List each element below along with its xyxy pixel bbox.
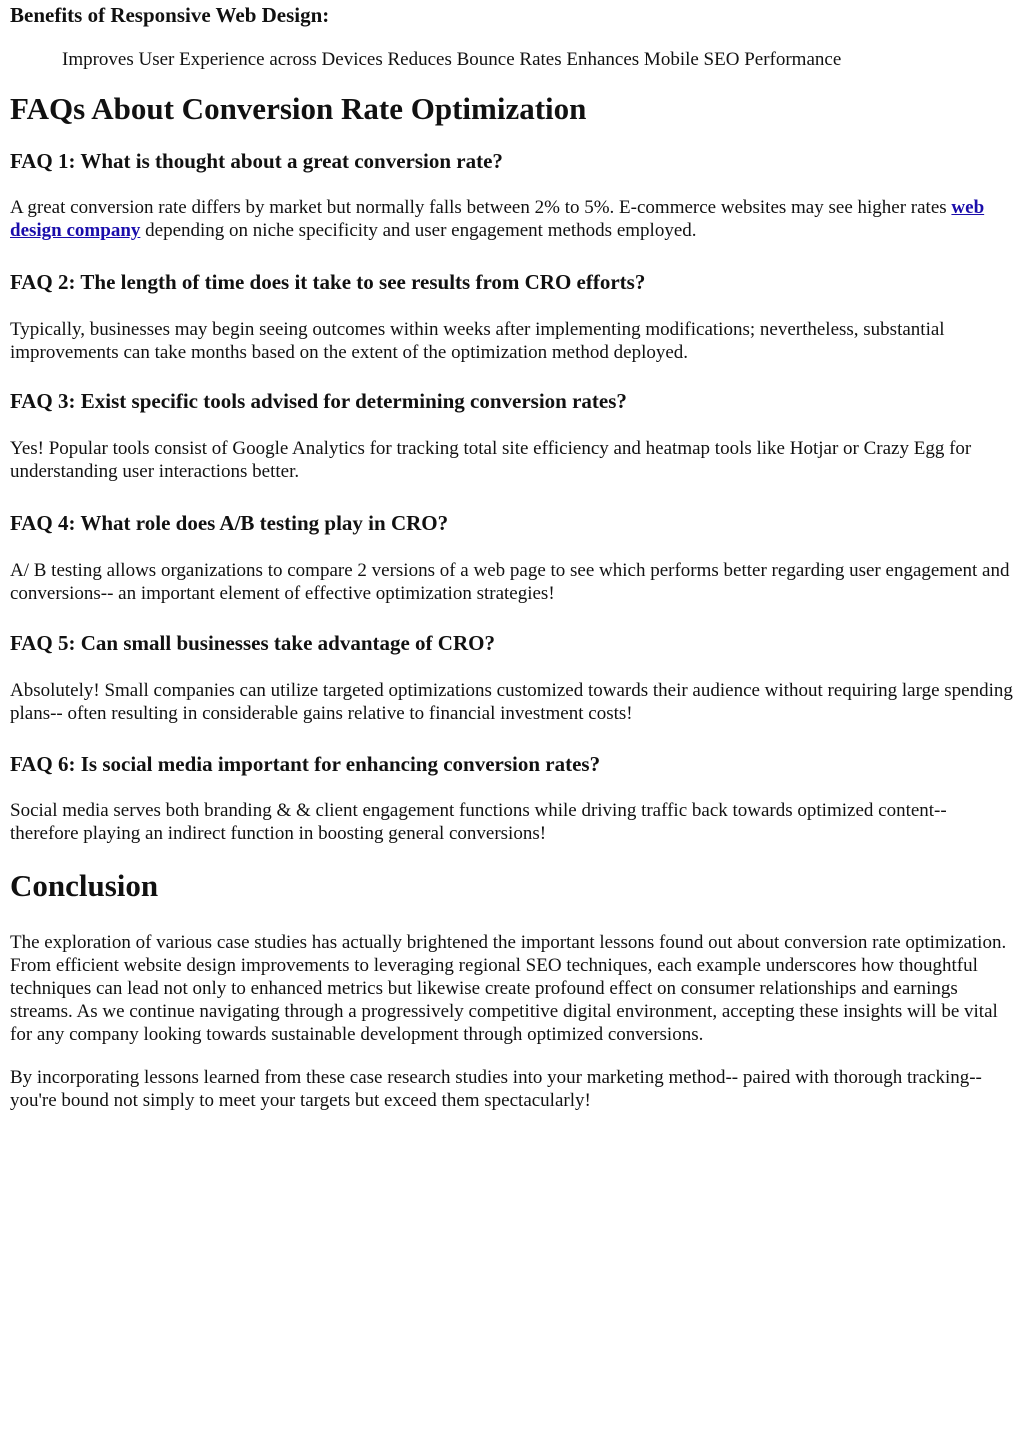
- conclusion-heading: Conclusion: [10, 868, 159, 903]
- faq-2-question: FAQ 2: The length of time does it take to see results from CRO efforts?: [10, 270, 646, 294]
- conclusion-paragraph-2: By incorporating lessons learned from these case research studies into your marketing method-- paired with thorough tracking-- you're bound not simply to meet your targets but exceed them spectacularly!: [10, 1067, 982, 1111]
- faq-1-answer-end: depending on niche specificity and user engagement methods employed.: [140, 220, 697, 241]
- faq-2-answer: Typically, businesses may begin seeing outcomes within weeks after implementing modifications; nevertheless, substantial improvements can take months based on the extent of the optimization method deployed.: [10, 319, 945, 363]
- faq-4-answer: A/ B testing allows organizations to compare 2 versions of a web page to see which performs better regarding user engagement and conversions-- an important element of effective optimization strategies!: [10, 560, 1010, 604]
- faq-4-question: FAQ 4: What role does A/B testing play in CRO?: [10, 511, 449, 535]
- faq-5-question: FAQ 5: Can small businesses take advantage of CRO?: [10, 631, 495, 655]
- faq-6-answer: Social media serves both branding & & client engagement functions while driving traffic back towards optimized content-- therefore playing an indirect function in boosting general conversions!: [10, 800, 947, 844]
- conclusion-paragraph-1: The exploration of various case studies has actually brightened the important lessons found out about conversion rate optimization. From efficient website design improvements to leveraging regional SEO techniques, each example underscores how thoughtful techniques can lead not only to enhanced metrics but likewise create profound effect on consumer relationships and earnings streams. As we continue navigating through a progressively competitive digital environment, accepting these insights will be vital for any company looking towards sustainable development through optimized conversions.: [10, 932, 1007, 1045]
- benefits-list: Improves User Experience across Devices Reduces Bounce Rates Enhances Mobile SEO Performance: [62, 49, 842, 70]
- faq-3-answer: Yes! Popular tools consist of Google Analytics for tracking total site efficiency and heatmap tools like Hotjar or Crazy Egg for understanding user interactions better.: [10, 438, 972, 482]
- faq-5-answer: Absolutely! Small companies can utilize targeted optimizations customized towards their audience without requiring large spending plans-- often resulting in considerable gains relative to financial investment costs!: [10, 680, 1013, 724]
- benefits-heading: Benefits of Responsive Web Design:: [10, 3, 330, 27]
- faqs-heading: FAQs About Conversion Rate Optimization: [10, 91, 587, 126]
- faq-3-question: FAQ 3: Exist specific tools advised for determining conversion rates?: [10, 389, 627, 413]
- faq-1-question: FAQ 1: What is thought about a great conversion rate?: [10, 149, 503, 173]
- faq-1-answer-start: A great conversion rate differs by market but normally falls between 2% to 5%. E-commerce websites may see higher rates: [10, 197, 952, 218]
- faq-1-answer: [10, 196, 1014, 242]
- faq-6-question: FAQ 6: Is social media important for enhancing conversion rates?: [10, 752, 601, 776]
- web-design-company-link[interactable]: web design company: [10, 197, 985, 241]
